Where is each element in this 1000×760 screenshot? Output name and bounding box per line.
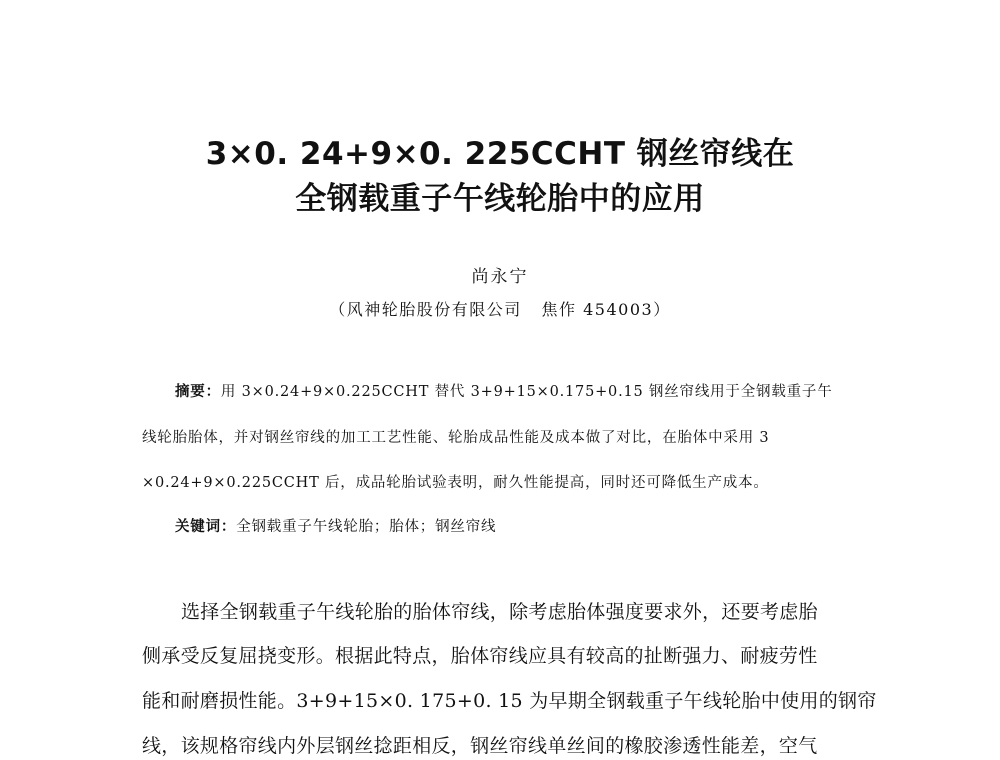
paper-title-line-2: 全钢载重子午线轮胎中的应用 — [295, 181, 705, 217]
abstract-line-1 — [175, 380, 895, 401]
body-paragraph-line-4: 线，该规格帘线内外层钢丝捻距相反，钢丝帘线单丝间的橡胶渗透性能差，空气 — [142, 735, 818, 757]
keywords-label: 关键词： — [175, 518, 237, 535]
paper-title-line-1: 3×0. 24+9×0. 225CCHT 钢丝帘线在 — [205, 136, 795, 172]
body-paragraph-line-2: 侧承受反复屈挠变形。根据此特点，胎体帘线应具有较高的扯断强力、耐疲劳性 — [142, 645, 818, 667]
author-name: 尚永宁 — [471, 267, 529, 287]
keywords-line — [175, 515, 895, 536]
abstract-label: 摘要： — [175, 383, 221, 400]
author-affiliation: （风神轮胎股份有限公司 焦作 454003） — [329, 300, 671, 319]
body-paragraph-line-3: 能和耐磨损性能。3+9+15×0. 175+0. 15 为早期全钢载重子午线轮胎中使用的钢帘 — [142, 690, 877, 712]
abstract-line-2: 线轮胎胎体，并对钢丝帘线的加工工艺性能、轮胎成品性能及成本做了对比，在胎体中采用 3 — [142, 430, 770, 446]
keywords-text: 全钢载重子午线轮胎；胎体；钢丝帘线 — [236, 519, 497, 535]
body-paragraph-line-1: 选择全钢载重子午线轮胎的胎体帘线，除考虑胎体强度要求外，还要考虑胎 — [181, 601, 818, 623]
abstract-text-1: 用 3×0.24+9×0.225CCHT 替代 3+9+15×0.175+0.15 钢丝帘线用于全钢载重子午 — [220, 384, 833, 400]
abstract-line-3: ×0.24+9×0.225CCHT 后，成品轮胎试验表明，耐久性能提高，同时还可降低生产成本。 — [142, 475, 769, 491]
